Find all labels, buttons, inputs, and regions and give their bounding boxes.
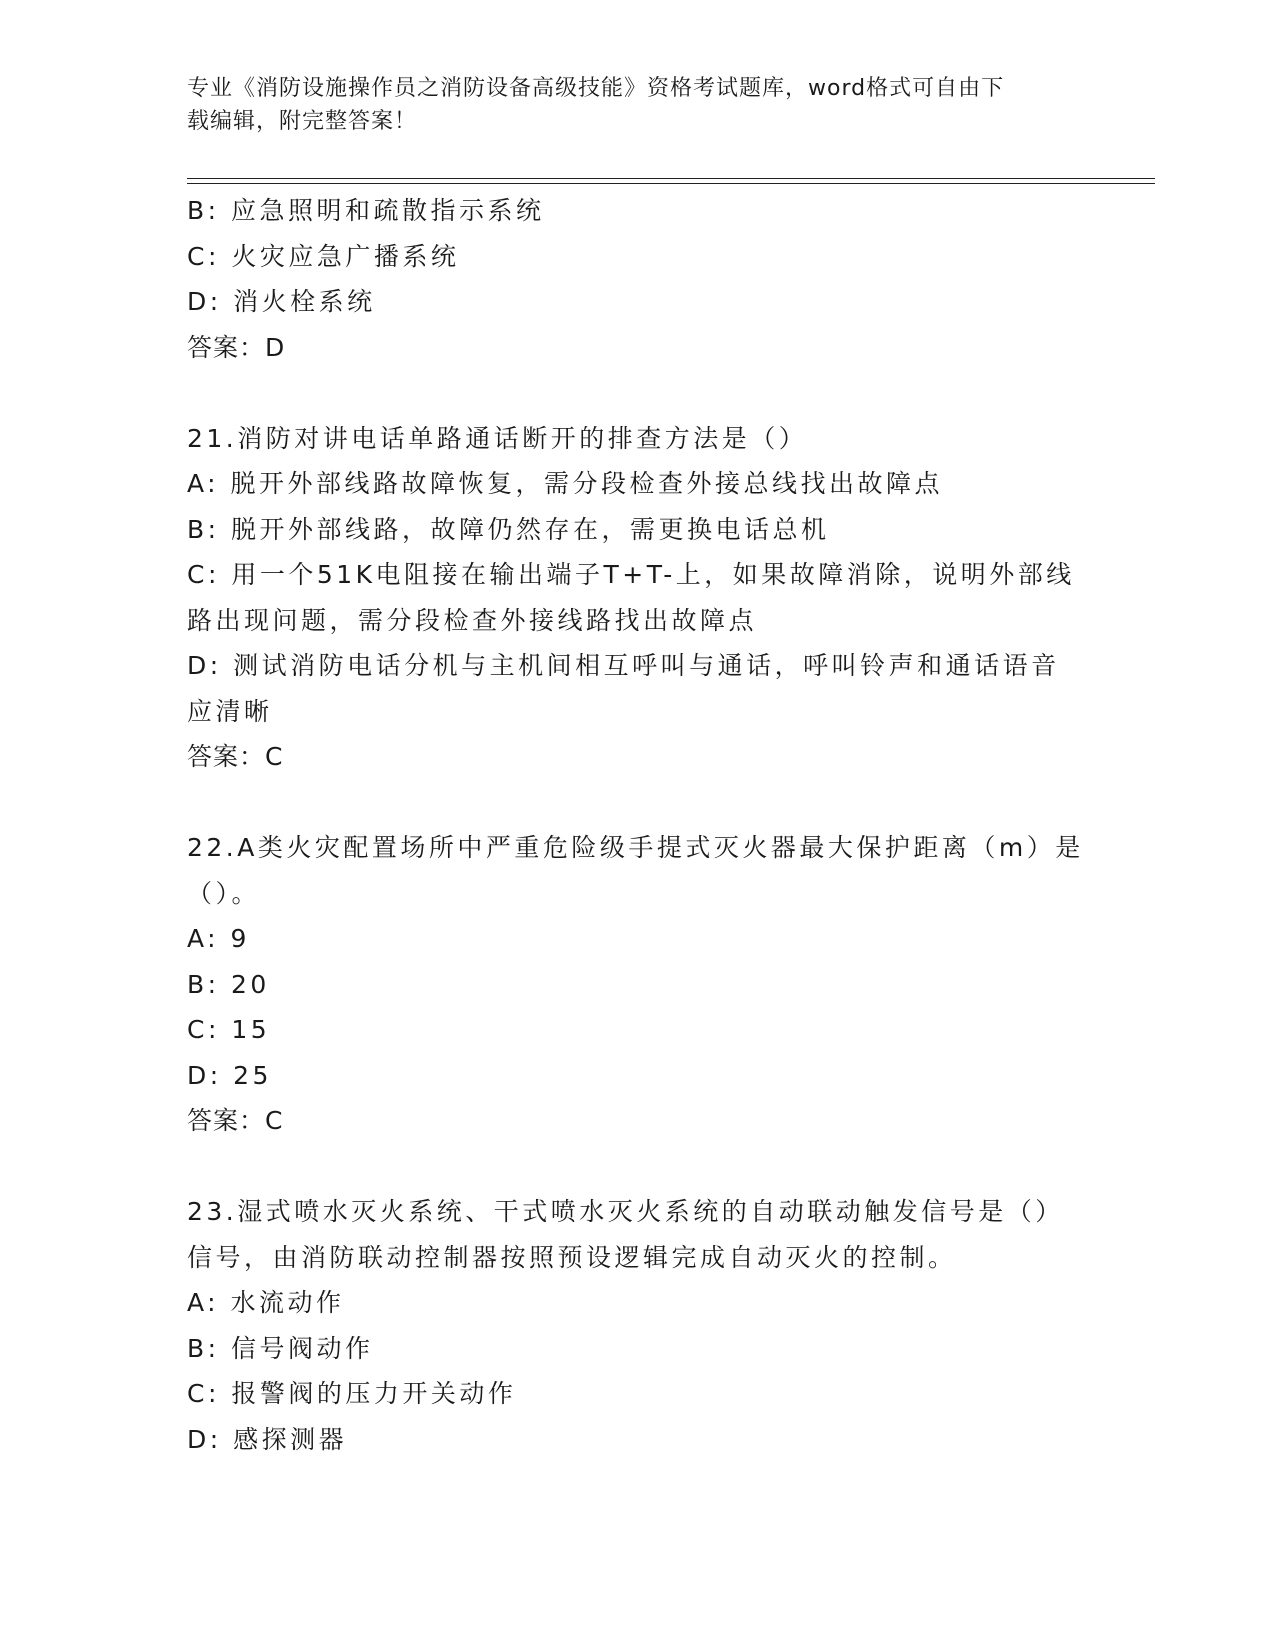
q20-option-b: B: 应急照明和疏散指示系统 [187, 196, 545, 225]
question-22-block [187, 825, 1087, 1144]
header-line-2: 载编辑，附完整答案！ [187, 109, 418, 134]
q23-option-d: D: 感探测器 [187, 1424, 348, 1454]
q23-option-c: C: 报警阀的压力开关动作 [187, 1379, 517, 1408]
q21-option-a: A: 脱开外部线路故障恢复，需分段检查外接总线找出故障点 [187, 469, 944, 498]
q22-question-line-1: 22.A类火灾配置场所中严重危险级手提式灭火器最大保护距离（m）是 [187, 833, 1084, 862]
spacer [187, 370, 1087, 416]
spacer [187, 780, 1087, 826]
q22-option-c: C: 15 [187, 1015, 271, 1044]
q23-question-line-2: 信号，由消防联动控制器按照预设逻辑完成自动灭火的控制。 [187, 1242, 957, 1272]
q21-option-d-line-1: D: 测试消防电话分机与主机间相互呼叫与通话，呼叫铃声和通话语音 [187, 651, 1060, 680]
q23-option-b: B: 信号阀动作 [187, 1333, 374, 1363]
question-23-block [187, 1189, 1087, 1462]
q22-answer: 答案：C [187, 1106, 284, 1135]
q22-option-b: B: 20 [187, 969, 270, 999]
q22-question-line-2: （）。 [187, 878, 261, 908]
q23-option-a: A: 水流动作 [187, 1288, 345, 1317]
q21-option-b: B: 脱开外部线路，故障仍然存在，需更换电话总机 [187, 514, 830, 544]
spacer [187, 1144, 1087, 1190]
question-20-block [187, 188, 1087, 370]
document-header [187, 72, 1087, 138]
q21-option-c-line-2: 路出现问题，需分段检查外接线路找出故障点 [187, 605, 758, 635]
q22-option-d: D: 25 [187, 1060, 272, 1090]
header-divider-top [187, 178, 1155, 179]
q21-question: 21.消防对讲电话单路通话断开的排查方法是（） [187, 423, 808, 453]
q23-question-line-1: 23.湿式喷水灭火系统、干式喷水灭火系统的自动联动触发信号是（） [187, 1197, 1064, 1226]
header-line-1: 专业《消防设施操作员之消防设备高级技能》资格考试题库，word格式可自由下 [187, 76, 1005, 101]
question-content [187, 188, 1087, 1462]
q21-option-d-line-2: 应清晰 [187, 696, 273, 726]
q20-option-d: D: 消火栓系统 [187, 287, 376, 316]
q20-answer: 答案：D [187, 332, 286, 362]
q20-option-c: C: 火灾应急广播系统 [187, 241, 460, 271]
q21-answer: 答案：C [187, 742, 284, 771]
q22-option-a: A: 9 [187, 924, 250, 953]
q21-option-c-line-1: C: 用一个51K电阻接在输出端子T+T-上，如果故障消除，说明外部线 [187, 560, 1075, 589]
header-divider-bottom [187, 183, 1155, 184]
question-21-block [187, 416, 1087, 780]
